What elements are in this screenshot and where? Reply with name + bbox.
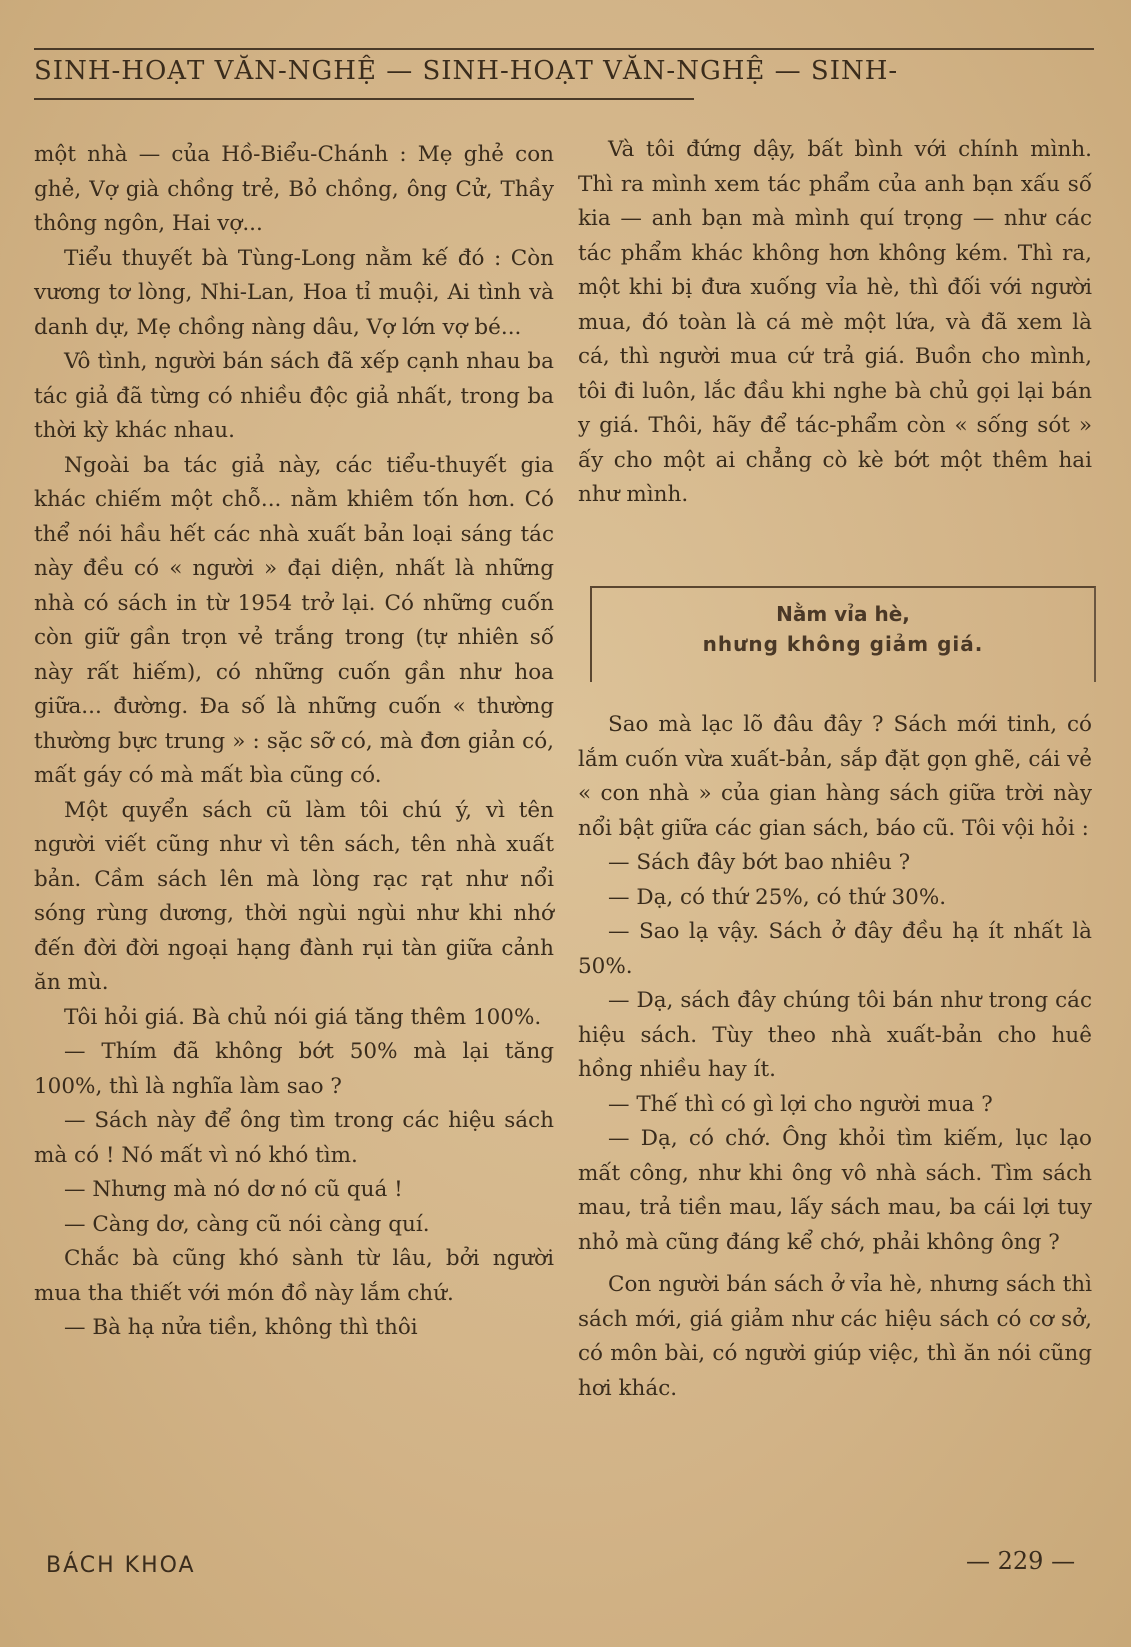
- header-rule-bottom: [34, 98, 694, 100]
- right-column-top: [578, 133, 1092, 513]
- paragraph: Và tôi đứng dậy, bất bình với chính mình. Thì ra mình xem tác phẩm của anh bạn xấu số kia — anh bạn mà mình quí trọng — như các tác phẩm khác không hơn không kém. Thì ra, một khi bị đưa xuống vỉa hè, thì đối với người mua, đó toàn là cá mè một lứa, và đã xem là cá, thì người mua cứ trả giá. Buồn cho mình, tôi đi luôn, lắc đầu khi nghe bà chủ gọi lại bán y giá. Thôi, hãy để tác-phẩm còn « sống sót » ấy cho một ai chẳng cò kè bớt một thêm hai như mình.: [578, 137, 1092, 507]
- running-head: SINH-HOẠT VĂN-NGHỆ — SINH-HOẠT VĂN-NGHỆ — SINH-: [34, 56, 899, 86]
- paragraph: Tiểu thuyết bà Tùng-Long nằm kế đó : Còn vương tơ lòng, Nhi-Lan, Hoa tỉ muội, Ai tình và danh dự, Mẹ chồng nàng dâu, Vợ lớn vợ bé...: [34, 245, 554, 340]
- paragraph: một nhà — của Hồ-Biểu-Chánh : Mẹ ghẻ con ghẻ, Vợ già chồng trẻ, Bỏ chồng, ông Cử, Thầy thông ngôn, Hai vợ...: [34, 142, 554, 236]
- paragraph: — Dạ, có chớ. Ông khỏi tìm kiếm, lục lạo mất công, như khi ông vô nhà sách. Tìm sách mau, trả tiền mau, lấy sách mau, ba cái lợi tuy nhỏ mà cũng đáng kể chớ, phải không ông ?: [578, 1126, 1092, 1255]
- section-heading-line-1: Nằm vỉa hè,: [776, 602, 910, 626]
- paragraph: — Thế thì có gì lợi cho người mua ?: [608, 1091, 993, 1117]
- left-column: [34, 138, 554, 1346]
- paragraph: — Sách đây bớt bao nhiêu ?: [608, 850, 911, 875]
- paragraph: — Dạ, có thứ 25%, có thứ 30%.: [608, 884, 947, 910]
- paragraph: — Càng dơ, càng cũ nói càng quí.: [64, 1211, 430, 1237]
- page-number: — 229 —: [966, 1547, 1076, 1575]
- paragraph: Con người bán sách ở vỉa hè, nhưng sách thì sách mới, giá giảm như các hiệu sách có cơ sở, có môn bài, có người giúp việc, thì ăn nói cũng hơi khác.: [578, 1272, 1092, 1401]
- section-heading-line-2: nhưng không giảm giá.: [702, 632, 984, 656]
- paragraph: — Nhưng mà nó dơ nó cũ quá !: [64, 1177, 403, 1202]
- paragraph: Chắc bà cũng khó sành từ lâu, bởi người mua tha thiết với món đồ này lắm chứ.: [34, 1246, 554, 1306]
- paragraph: — Sách này để ông tìm trong các hiệu sách mà có ! Nó mất vì nó khó tìm.: [34, 1108, 554, 1168]
- magazine-name: BÁCH KHOA: [46, 1553, 196, 1578]
- paragraph: — Dạ, sách đây chúng tôi bán như trong các hiệu sách. Tùy theo nhà xuất-bản cho huê hồng nhiều hay ít.: [578, 988, 1092, 1082]
- paragraph: Vô tình, người bán sách đã xếp cạnh nhau ba tác giả đã từng có nhiều độc giả nhất, trong ba thời kỳ khác nhau.: [34, 349, 554, 443]
- header-rule-top: [34, 48, 1094, 50]
- paragraph: Ngoài ba tác giả này, các tiểu-thuyết gia khác chiếm một chỗ... nằm khiêm tốn hơn. Có thể nói hầu hết các nhà xuất bản loại sáng tác này đều có « người » đại diện, nhất là những nhà có sách in từ 1954 trở lại. Có những cuốn còn giữ gần trọn vẻ trắng trong (tự nhiên số này rất hiếm), có những cuốn gần như hoa giữa... đường. Đa số là những cuốn « thường thường bực trung » : sặc sỡ có, mà đơn giản có, mất gáy có mà mất bìa cũng có.: [34, 452, 554, 788]
- right-column-bottom: [578, 708, 1092, 1406]
- paragraph: Một quyển sách cũ làm tôi chú ý, vì tên người viết cũng như vì tên sách, tên nhà xuất bản. Cầm sách lên mà lòng rạc rạt như nổi sóng rùng dương, thời ngùi ngùi như khi nhớ đến đời đời ngoại hạng đành rụi tàn giữa cảnh ăn mù.: [34, 797, 554, 995]
- paragraph: — Sao lạ vậy. Sách ở đây đều hạ ít nhất là 50%.: [578, 919, 1092, 979]
- paragraph: — Thím đã không bớt 50% mà lại tăng 100%, thì là nghĩa làm sao ?: [34, 1039, 554, 1099]
- paragraph: — Bà hạ nửa tiền, không thì thôi: [64, 1315, 418, 1340]
- paragraph: Tôi hỏi giá. Bà chủ nói giá tăng thêm 100%.: [64, 1004, 542, 1030]
- paragraph: Sao mà lạc lõ đâu đây ? Sách mới tinh, có lắm cuốn vừa xuất-bản, sắp đặt gọn ghẽ, cái vẻ « con nhà » của gian hàng sách giữa trời này nổi bật giữa các gian sách, báo cũ. Tôi vội hỏi :: [578, 712, 1092, 841]
- section-heading-box: [590, 586, 1096, 682]
